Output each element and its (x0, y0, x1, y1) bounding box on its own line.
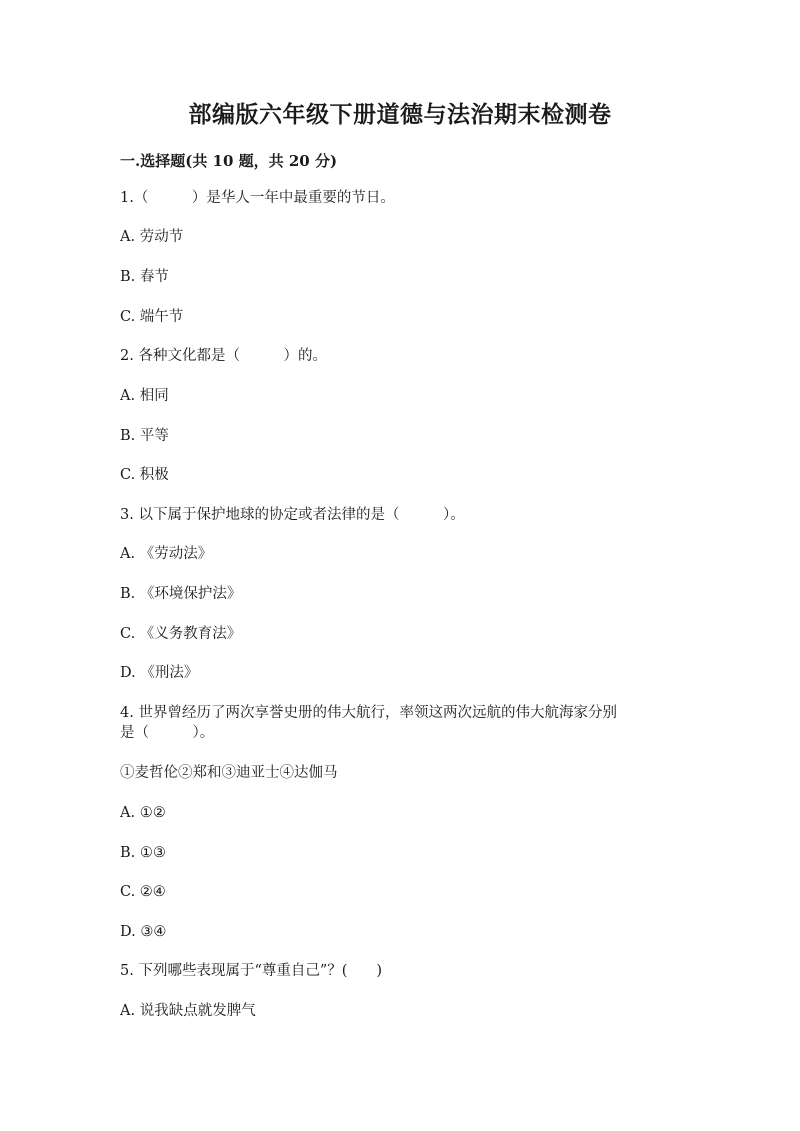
question-1-stem: 1.（ ）是华人一年中最重要的节日。 (120, 190, 395, 206)
question-3-option-d: D. 《刑法》 (120, 665, 199, 681)
question-4-option-c: C. ②④ (120, 884, 166, 900)
question-4-option-b: B. ①③ (120, 845, 166, 861)
question-3-option-c: C. 《义务教育法》 (120, 626, 242, 642)
document-title: 部编版六年级下册道德与法治期末检测卷 (188, 101, 612, 128)
question-1-option-c: C. 端午节 (120, 309, 184, 325)
question-5-stem: 5. 下列哪些表现属于“尊重自己”？( ) (120, 963, 383, 979)
question-3-option-b: B. 《环境保护法》 (120, 586, 242, 602)
question-2-option-c: C. 积极 (120, 467, 169, 483)
question-1-option-a: A. 劳动节 (120, 229, 184, 245)
question-3-stem: 3. 以下属于保护地球的协定或者法律的是（ ）。 (120, 507, 465, 523)
question-4-stem-line-1: 4. 世界曾经历了两次享誉史册的伟大航行，率领这两次远航的伟大航海家分别 (120, 705, 617, 721)
question-4-option-a: A. ①② (120, 805, 166, 821)
question-3-option-a: A. 《劳动法》 (120, 546, 213, 562)
question-2-option-a: A. 相同 (120, 388, 169, 404)
question-4-option-d: D. ③④ (120, 924, 167, 940)
question-2-option-b: B. 平等 (120, 428, 169, 444)
question-4-note: ①麦哲伦②郑和③迪亚士④达伽马 (120, 765, 338, 781)
question-1-option-b: B. 春节 (120, 269, 169, 285)
section-heading: 一.选择题(共 10 题，共 20 分) (120, 152, 338, 170)
question-2-stem: 2. 各种文化都是（ ）的。 (120, 348, 327, 364)
question-4-stem-line-2: 是（ ）。 (120, 725, 215, 741)
question-5-option-a: A. 说我缺点就发脾气 (120, 1003, 256, 1019)
